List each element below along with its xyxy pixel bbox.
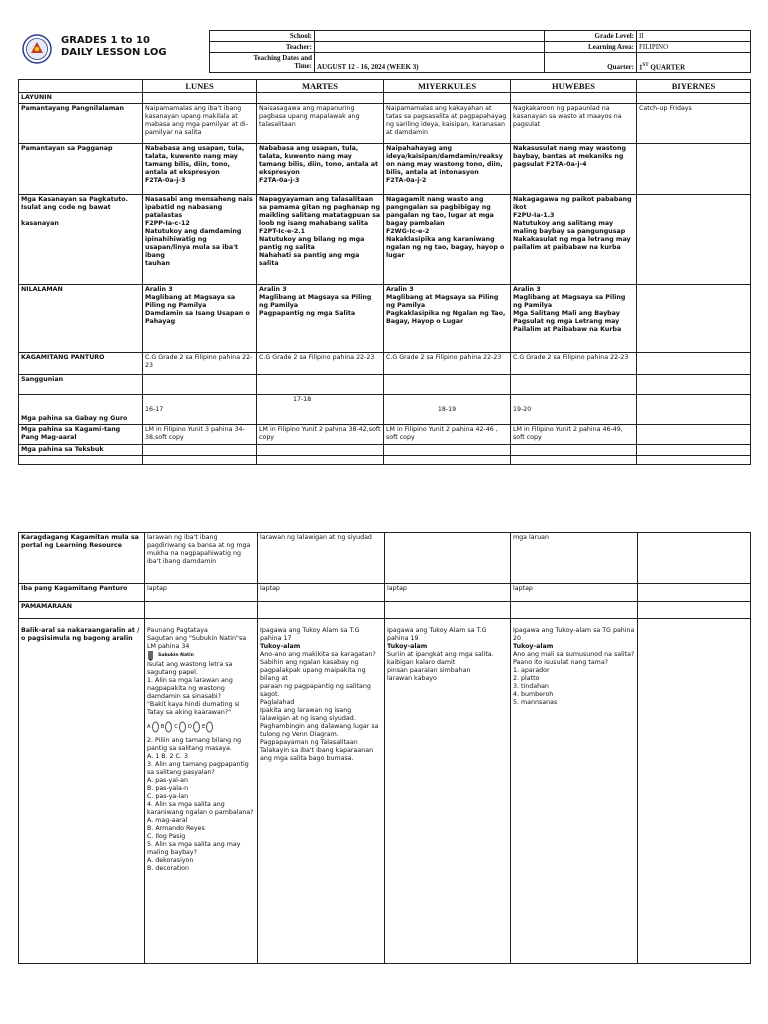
nil-cell-4[interactable]: Aralin 3 Maglibang at Magsaya sa Piling ng Pamilya Mga Salitang Mali ang Baybay Pagsulat ng mga Letrang may Pailalim at Paibabaw na Kurba [511,285,637,353]
gabay-cell-3[interactable]: 18-19 [384,395,511,425]
karagdagang-kagamitan-row [19,533,751,584]
header-info-table [209,30,751,73]
pg-cell-4[interactable]: Nakasusulat nang may wastong baybay, bantas at mekaniks ng pagsulat F2TA-0a-j-4 [511,144,637,195]
karagdagang-kagamitan-label: Karagdagang Kagamitan mula sa portal ng Learning Resource [19,533,145,584]
face-e-icon [206,721,213,733]
face-d-icon [193,721,200,733]
karag-cell-5[interactable] [638,533,751,584]
balik-aral-label: Balik-aral sa nakaraangaralin at / o pagsisimula ng bagong aralin [19,619,145,964]
kp-cell-5[interactable] [637,195,751,285]
kag-cell-2[interactable]: C.G Grade 2 sa Filipino pahina 22-23 [257,353,384,375]
balik-cell-5[interactable] [638,619,751,964]
karag-cell-4[interactable]: mga laruan [511,533,638,584]
grade-level-value[interactable]: II [637,31,751,42]
gabay-cell-5[interactable] [637,395,751,425]
gabay-cell-4[interactable]: 19-20 [511,395,637,425]
school-label: School: [210,31,315,42]
gabay-guro-row [19,395,751,425]
teaching-dates-label-1: Teaching Dates and [253,54,312,62]
iba-cell-2[interactable]: laptap [258,584,385,602]
day-header-huwebes: HUWEBES [511,80,637,93]
teksbuk-row [19,445,751,456]
teksbuk-label: Mga pahina sa Teksbuk [19,445,143,456]
iba-cell-1[interactable]: laptap [145,584,258,602]
pamantayan-sa-pagganap-row [19,144,751,195]
pp-cell-3[interactable]: Naipamamalas ang kakayahan at tatas sa pagsasalita at pagpapahayag ng sariling ideya, kaisipan, karanasan at damdamin [384,104,511,144]
pg-cell-5[interactable] [637,144,751,195]
corner-cell [19,80,143,93]
day-header-row [19,80,751,93]
pp-cell-2[interactable]: Naisasagawa ang mapanuring pagbasa upang mapalawak ang talasalitaan [257,104,384,144]
pg-label: Pamantayan sa Pagganap [19,144,143,195]
pp-cell-1[interactable]: Naipamamalas ang iba't ibang kasanayan upang makilala at mabasa ang mga pamilyar at di-pamilyar na salita [143,104,257,144]
quarter-label: Quarter: [545,53,637,73]
iba-cell-4[interactable]: laptap [511,584,638,602]
nilalaman-label: NILALAMAN [19,285,143,353]
kp-cell-4[interactable]: Nakagagawa ng paikot pababang ikot F2PU-Ia-1.3 Natutukoy ang salitang may maling baybay sa pangungusap Nakakasulat ng mga letrang may pailalim at paibabaw na kurba [511,195,637,285]
karag-cell-1[interactable]: larawan ng iba't ibang pagdiriwang sa bansa at ng mga mukha na nagpapahiwatig ng iba't ibang damdamin [145,533,258,584]
iba-cell-5[interactable] [638,584,751,602]
balik-cell-3[interactable]: Ipagawa ang Tukoy Alam sa T.G pahina 19 Tukoy-alam Suriin at ipangkat ang mga salita. kaibigan kalaro damit pinsan paaralan simbahan larawan kabayo [385,619,511,964]
lm-cell-5[interactable] [637,425,751,445]
kag-cell-5[interactable] [637,353,751,375]
lesson-log-table-bottom [18,532,751,964]
faces-illustration: A B C D E [147,721,255,733]
kagamitang-mag-aaral-row [19,425,751,445]
kasanayan-row [19,195,751,285]
balik-cell-1[interactable]: Paunang Pagtataya Sagutan ang "Subukin Natin"sa LM pahina 34 Subukin Natin Isulat ang wastong letra sa sagutang papel. 1. Alin sa mga larawan ang nagpapakita ng wastong damdamin sa sinasabi? "Bakit kaya hindi dumating si Tatay sa aking kaarawan?" A B C D E 2. Piliin ang tamang bilang ng pantig sa salitang masaya. A. 1 B. 2 C. 3 3. Alin ang tamang pagpapantig sa salitang pasyalan? A. pas-yal-an B. pas-yala-n C. pas-ya-lan 4. Alin sa mga salita ang karaniwang ngalan o pambalana? A. mag-aaral B. Armando Reyes C. Ilog Pasig 5. Alin sa mga salita ang may maling baybay? A. dekorasiyon B. decoration [145,619,258,964]
blank-row [19,456,751,465]
pamamaraan-label: PAMAMARAAN [19,602,145,619]
kag-cell-1[interactable]: C.G Grade 2 sa Filipino pahina 22-23 [143,353,257,375]
lm-cell-1[interactable]: LM in Filipino Yunit 3 pahina 34-38,soft copy [143,425,257,445]
pencil-icon [147,651,155,661]
title-line-1: GRADES 1 to 10 [61,35,150,46]
kagamitang-mag-aaral-label: Mga pahina sa Kagami-tang Pang Mag-aaral [19,425,143,445]
kp-label: Mga Kasanayan sa Pagkatuto. Isulat ang code ng bawat kasanayan [19,195,143,285]
karag-cell-2[interactable]: larawan ng lalawigan at ng siyudad [258,533,385,584]
face-a-icon [152,721,159,733]
teacher-label: Teacher: [210,42,315,53]
kp-cell-2[interactable]: Napagyayaman ang talasalitaan sa pamama gitan ng paghanap ng maikling salitang matatagpuan sa loob ng isang mahabang salita F2PT-Ic-e-2.1 Natutukoy ang bilang ng mga pantig ng salita Nahahati sa pantig ang mga salita [257,195,384,285]
lesson-log-table-top [18,79,751,465]
school-field[interactable] [315,31,545,42]
sanggunian-label: Sanggunian [19,375,143,395]
kp-cell-3[interactable]: Nagagamit nang wasto ang pangngalan sa pagbibigay ng pangalan ng tao, lugar at mga bagay pambalan F2WG-Ic-e-2 Nakaklasipika ang karaniwang ngalan ng ng tao, bagay, hayop o lugar [384,195,511,285]
layunin-row [19,93,751,104]
nilalaman-row [19,285,751,353]
pg-cell-2[interactable]: Nababasa ang usapan, tula, talata, kuwento nang may tamang bilis, diin, tono, antala at ekspresyon F2TA-0a-j-3 [257,144,384,195]
pp-cell-5[interactable]: Catch-up Fridays [637,104,751,144]
teaching-dates-label [210,53,315,73]
kp-cell-1[interactable]: Nasasabi ang mensaheng nais ipabatid ng nabasang patalastas F2PP-Ia-c-12 Natutukoy ang damdaming ipinahihiwatig ng usapan/linya mula sa iba't ibang tauhan [143,195,257,285]
pp-label: Pamantayang Pangnilalaman [19,104,143,144]
pp-cell-4[interactable]: Nagkakaroon ng papaunlad na kasanayan sa wasto at maayos na pagsulat [511,104,637,144]
face-c-icon [179,721,186,733]
learning-area-label: Learning Area: [545,42,637,53]
sanggunian-row [19,375,751,395]
nil-cell-2[interactable]: Aralin 3 Maglibang at Magsaya sa Piling ng Pamilya Pagpapantig ng mga Salita [257,285,384,353]
face-b-icon [165,721,172,733]
kag-cell-3[interactable]: C.G Grade 2 sa Filipino pahina 22-23 [384,353,511,375]
pg-cell-3[interactable]: Naipahahayag ang ideya/kaisipan/damdamin/reaksy on nang may wastong tono, diin, bilis, antala at intonasyon F2TA-0a-j-2 [384,144,511,195]
kagamitang-panturo-label: KAGAMITANG PANTURO [19,353,143,375]
gabay-guro-label: Mga pahina sa Gabay ng Guro [19,395,143,425]
title-line-2: DAILY LESSON LOG [61,47,167,58]
karag-cell-3[interactable] [385,533,511,584]
log-title [61,35,167,59]
iba-pang-kagamitan-row [19,584,751,602]
grade-level-label: Grade Level: [545,31,637,42]
iba-pang-kagamitan-label: Iba pang Kagamitang Panturo [19,584,145,602]
learning-area-value[interactable]: FILIPINO [637,42,751,53]
teaching-dates-value[interactable]: AUGUST 12 - 16, 2024 (WEEK 3) [315,53,545,73]
day-header-lunes: LUNES [143,80,257,93]
gabay-cell-1[interactable]: 16-17 [143,395,257,425]
iba-cell-3[interactable]: laptap [385,584,511,602]
deped-seal-logo [22,34,52,64]
layunin-label: LAYUNIN [19,93,143,104]
day-header-martes: MARTES [257,80,384,93]
lm-cell-4[interactable]: LM in Filipino Yunit 2 pahina 46-49, soft copy [511,425,637,445]
pamamaraan-row [19,602,751,619]
balik-cell-2[interactable]: Ipagawa ang Tukoy Alam sa T.G pahina 17 Tukoy-alam Ano-ano ang makikita sa karagatan? Sabihin ang ngalan kasabay ng pagpalakpak upang maipakita ng bilang at paraan ng pagpapantig ng salitang sagot. Paglalahad Ipakita ang larawan ng isang lalawigan at ng isang siyudad. Paghambingin ang dalawang lugar sa tulong ng Venn Diagram. Pagpapayaman ng Talasalitaan Talakayin sa iba't ibang kaparaanan ang mga salita bago bumasa. [258,619,385,964]
lm-cell-3[interactable]: LM in Filipino Yunit 2 pahina 42-46 , soft copy [384,425,511,445]
kagamitang-panturo-row [19,353,751,375]
teaching-dates-label-2: Time: [294,62,312,70]
lm-cell-2[interactable]: LM in Filipino Yunit 2 pahina 38-42,soft copy [257,425,384,445]
nil-cell-5[interactable] [637,285,751,353]
day-header-biyernes: BIYERNES [637,80,751,93]
balik-aral-row [19,619,751,964]
pamantayang-pangnilalaman-row [19,104,751,144]
nil-cell-3[interactable]: Aralin 3 Maglibang at Magsaya sa Piling ng Pamilya Pagkaklasipika ng Ngalan ng Tao, Bagay, Hayop o Lugar [384,285,511,353]
day-header-miyerkules: MIYERKULES [384,80,511,93]
balik-cell-4[interactable]: Ipagawa ang Tukoy-alam sa TG pahina 20 Tukoy-alam Ano ang mali sa sumusunod na salita? Paano ito isusulat nang tama? 1. aparador 2. platto 3. tindahan 4. bumberoh 5. mannsanas [511,619,638,964]
kag-cell-4[interactable]: C.G Grade 2 sa Filipino pahina 22-23 [511,353,637,375]
teacher-field[interactable] [315,42,545,53]
pg-cell-1[interactable]: Nababasa ang usapan, tula, talata, kuwento nang may tamang bilis, diin, tono, antala at ekspresyon F2TA-0a-j-3 [143,144,257,195]
nil-cell-1[interactable]: Aralin 3 Maglibang at Magsaya sa Piling ng Pamilya Damdamin sa Isang Usapan o Pahayag [143,285,257,353]
quarter-value[interactable]: 1ST QUARTER [637,53,751,73]
subukin-natin-badge: Subukin Natin [147,651,255,661]
gabay-cell-2[interactable]: 17-18 [257,395,384,425]
